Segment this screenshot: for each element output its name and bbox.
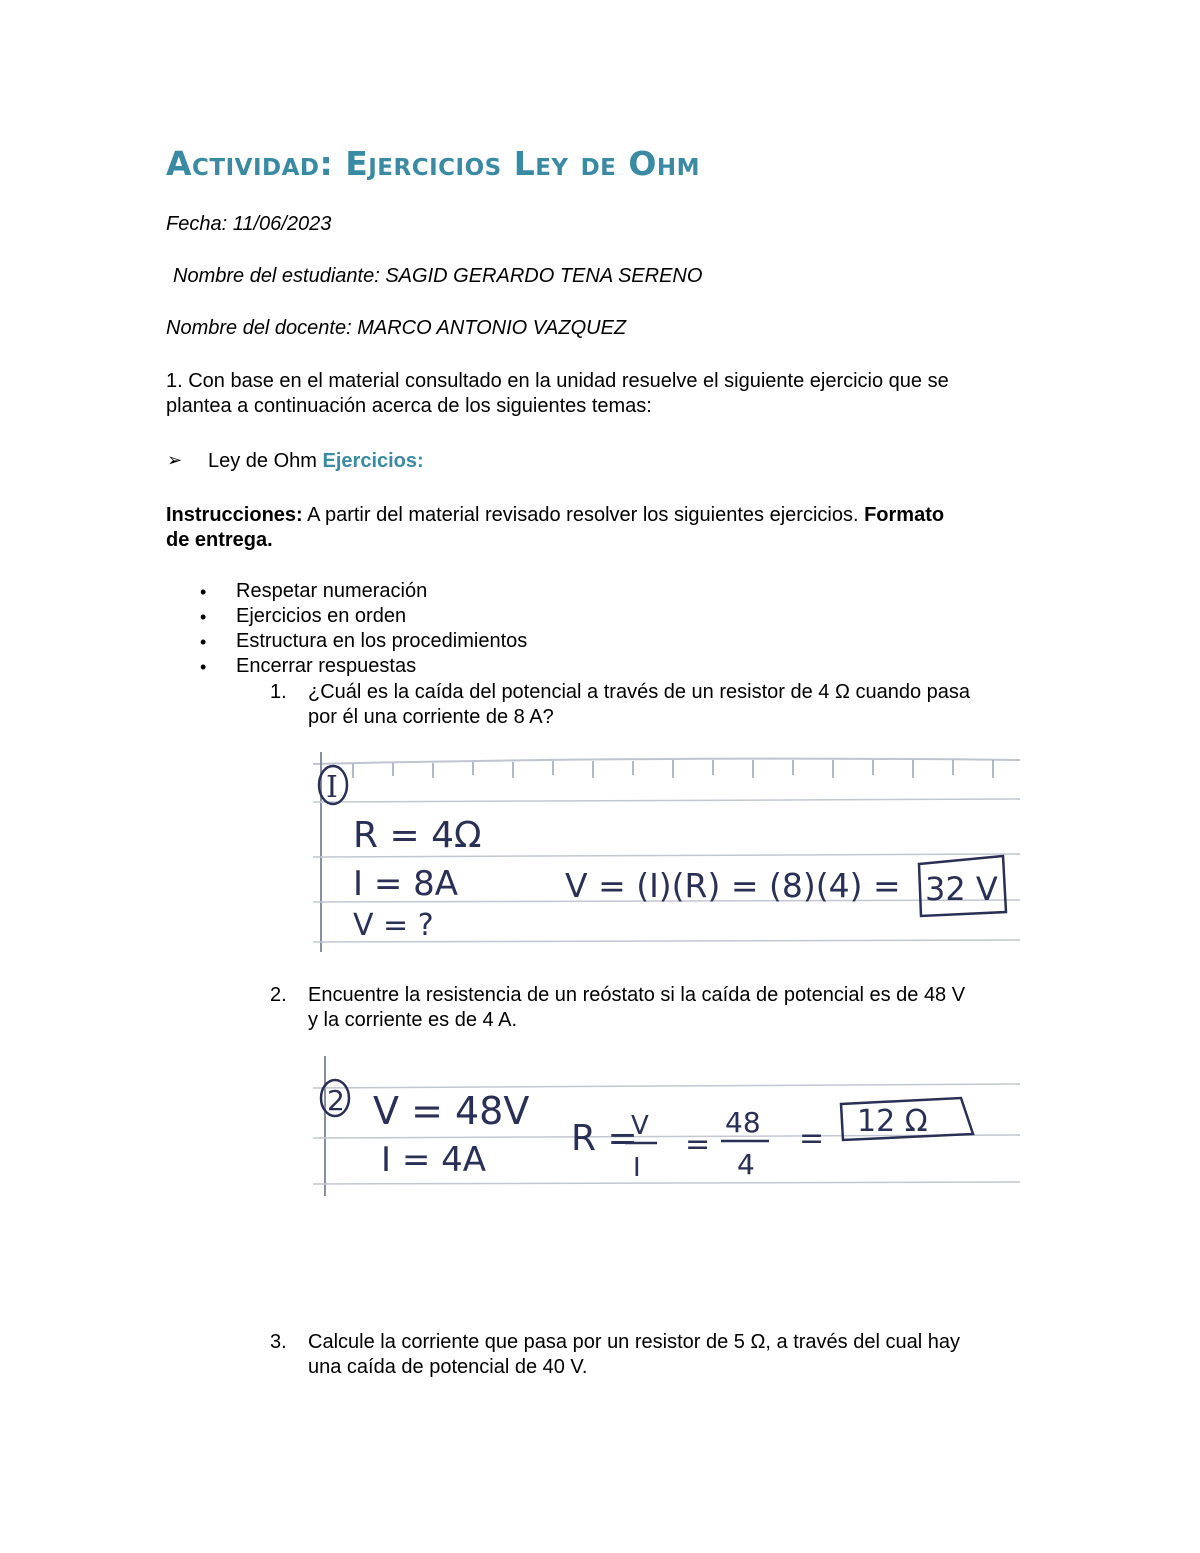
exercise-text: Encuentre la resistencia de un reóstato si la caída de potencial es de 48 V (308, 984, 966, 1006)
intro-line-2: plantea a continuación acerca de los siguientes temas: (166, 395, 652, 417)
exercise-text: ¿Cuál es la caída del potencial a través de un resistor de 4 Ω cuando pasa (308, 681, 971, 703)
topic-line (208, 449, 424, 474)
instructions-label: Instrucciones: (166, 504, 303, 526)
arrow-bullet-icon: ➢ (167, 450, 183, 470)
intro-line-1: 1. Con base en el material consultado en la unidad resuelve el siguiente ejercicio que se (166, 370, 949, 392)
hw-num: 48 (725, 1106, 761, 1139)
hw-den: 4 (737, 1148, 755, 1181)
exercise-number: 1. (270, 681, 287, 703)
hw-answer: 12 Ω (857, 1104, 928, 1139)
bullet-item: Encerrar respuestas (236, 655, 417, 677)
hw-given-v: V = 48V (373, 1089, 530, 1133)
handwritten-solution-2 (313, 1056, 1020, 1196)
hw-answer: 32 V (925, 870, 998, 908)
instructions-line (166, 503, 944, 528)
hw-given-i: I = 4A (381, 1140, 487, 1180)
hw-eq-1: = (685, 1127, 711, 1162)
hw-eq-2: = (799, 1121, 825, 1156)
exercise-text: por él una corriente de 8 A? (308, 706, 554, 728)
notebook-lines-icon (313, 752, 1020, 952)
hw-marker: I (326, 770, 338, 805)
notebook-lines-icon (313, 1056, 1020, 1196)
exercise-text: Calcule la corriente que pasa por un resistor de 5 Ω, a través del cual hay (308, 1331, 960, 1353)
bullet-dot-icon: • (200, 632, 207, 652)
hw-frac-num: V (631, 1111, 649, 1141)
handwritten-solution-1 (313, 752, 1020, 952)
bullet-item: Respetar numeración (236, 580, 428, 602)
hw-frac-den: I (633, 1153, 641, 1183)
bullet-dot-icon: • (200, 607, 207, 627)
hw-marker: 2 (327, 1084, 345, 1117)
teacher-line: Nombre del docente: MARCO ANTONIO VAZQUEZ (166, 317, 627, 339)
exercise-text: una caída de potencial de 40 V. (308, 1356, 588, 1378)
hw-given-i: I = 8A (353, 864, 459, 904)
topic-highlight: Ejercicios: (322, 450, 424, 472)
document-title: Actividad: Ejercicios Ley de Ohm (166, 144, 701, 183)
bullet-item: Ejercicios en orden (236, 605, 407, 627)
topic-text: Ley de Ohm (208, 450, 317, 472)
format-label-b: de entrega. (166, 529, 273, 551)
hw-r-label: R = (571, 1118, 638, 1159)
date-line: Fecha: 11/06/2023 (166, 213, 332, 235)
exercise-number: 2. (270, 984, 287, 1006)
hw-unknown-v: V = ? (353, 908, 434, 943)
exercise-text: y la corriente es de 4 A. (308, 1009, 518, 1031)
exercise-number: 3. (270, 1331, 287, 1353)
instructions-text: A partir del material revisado resolver los siguientes ejercicios. (302, 504, 859, 526)
format-label-a: Formato (864, 504, 945, 526)
bullet-dot-icon: • (200, 657, 207, 677)
bullet-dot-icon: • (200, 582, 207, 602)
hw-given-r: R = 4Ω (353, 815, 482, 856)
bullet-item: Estructura en los procedimientos (236, 630, 528, 652)
hw-formula: V = (I)(R) = (8)(4) = (565, 866, 901, 905)
student-line: Nombre del estudiante: SAGID GERARDO TENA SERENO (173, 265, 703, 287)
